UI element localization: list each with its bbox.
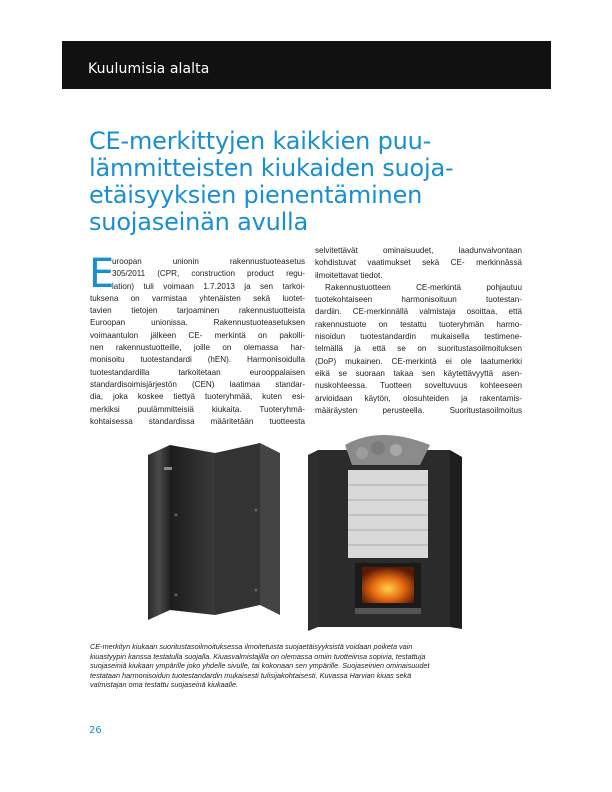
sauna-heater-photo [140,415,470,635]
caption-line: suojaseiniä kiukaan ympärille joko yhdelle sivulle, tai kokonaan sen ympärille. Suojaseinien ominaisuudet [90,661,430,671]
caption-line: valmistajan oma testattu suojaseinä kiukaalle. [90,680,239,690]
body-line: ilmoitettavat tiedot. [315,270,383,280]
body-line: lation) tuli voimaan 1.7.2013 ja sen tarkoi- [112,281,305,291]
body-line: (DoP) mukainen. CE-merkintä ei ole laatumerkki [315,356,522,366]
body-column-left [89,251,305,428]
body-line: merkiksi puulämmitteisiä kiukaita. Tuoteryhmä- [90,404,305,414]
body-line: määräysten perusteella. Suoritustasoilmoitus [315,405,522,415]
body-line: standardisoimisjärjestön (CEN) laatimaa standar- [90,379,305,389]
body-line: tuksena on varmistaa yhtenäisten sekä luotet- [90,293,305,303]
body-line: monisoitu tuotestandardi (hEN). Harmonisoidulla [90,355,305,365]
figure-caption [90,642,522,690]
body-line: telmällä ja että se on suoritustasoilmoituksen [315,344,522,354]
body-line: nen rakennustuotteille, joille on olemassa har- [90,343,305,353]
body-line: arvioidaan käytön, olosuhteiden ja rakentamis- [315,393,522,403]
page-number: 26 [89,725,102,736]
body-line: nisoidun tuotestandardin mukaisella testimene- [315,332,522,342]
drop-cap: E [89,251,115,297]
protective-wall [148,443,280,620]
caption-line: kiuastyypin kanssa testatulla suojalla. Kiuasvalmistajilla on olemassa omiin tuotteiinsa sopivia, testattuja [90,651,426,661]
section-header-label: Kuulumisia alalta [88,61,210,77]
caption-line: CE-merkityn kiukaan suoritustasoilmoituksessa ilmoitetuista suojaetäisyyksistä voidaan poiketa vain [90,642,413,651]
body-line: kohdistuvat vaatimukset sekä CE- merkinnässä [315,258,522,268]
body-line: selvitettävät ominaisuudet, laadunvalvontaan [315,246,522,255]
body-line: Euroopan unionissa. Rakennustuoteasetuksen [90,318,305,328]
body-column-right [315,245,522,417]
caption-line: testataan harmonisoidun tuotestandardin mukaisesti tulisijakohtaisesti. Kuvassa Harvian kiuas sekä [90,670,412,680]
body-line: kohtaisessa standardissa määritetään tuotteesta [90,416,305,426]
body-line: tavien tietojen tarjoaminen rakennustuotteista [90,306,305,316]
title-line: CE-merkittyjen kaikkien puu- [89,127,432,155]
body-line: 305/2011 (CPR, construction product regu- [112,269,305,279]
body-line: rakennustuote on testattu tuoteryhmän harmo- [315,319,522,329]
body-line: tuotestandardilla tarkoitetaan eurooppalaisen [90,367,305,377]
body-line: dia, joka koskee tiettyä tuoteryhmää, kuten esi- [90,392,305,402]
body-line: Rakennustuotteen CE-merkintä pohjautuu [325,282,522,292]
body-line: nuskohteessa. Tuotteen soveltuvuus kohteeseen [315,381,522,391]
body-line: uroopan unionin rakennustuoteasetus [112,257,305,266]
title-line: etäisyyksien pienentäminen [89,181,423,209]
body-line: tuotekohtaiseen harmonisoituun tuotestan- [315,295,522,305]
body-line: dardiin. CE-merkinnällä valmistaja osoittaa, että [315,307,522,317]
body-line: voimaantulon jälkeen CE- merkintä on pakolli- [90,330,305,340]
heater-with-wall [308,435,462,631]
body-line: eikä se suoraan takaa sen käytettävyyttä asen- [315,368,522,378]
title-line: lämmitteisten kiukaiden suoja- [89,154,454,182]
article-title [89,128,559,236]
title-line: suojaseinän avulla [89,208,309,236]
